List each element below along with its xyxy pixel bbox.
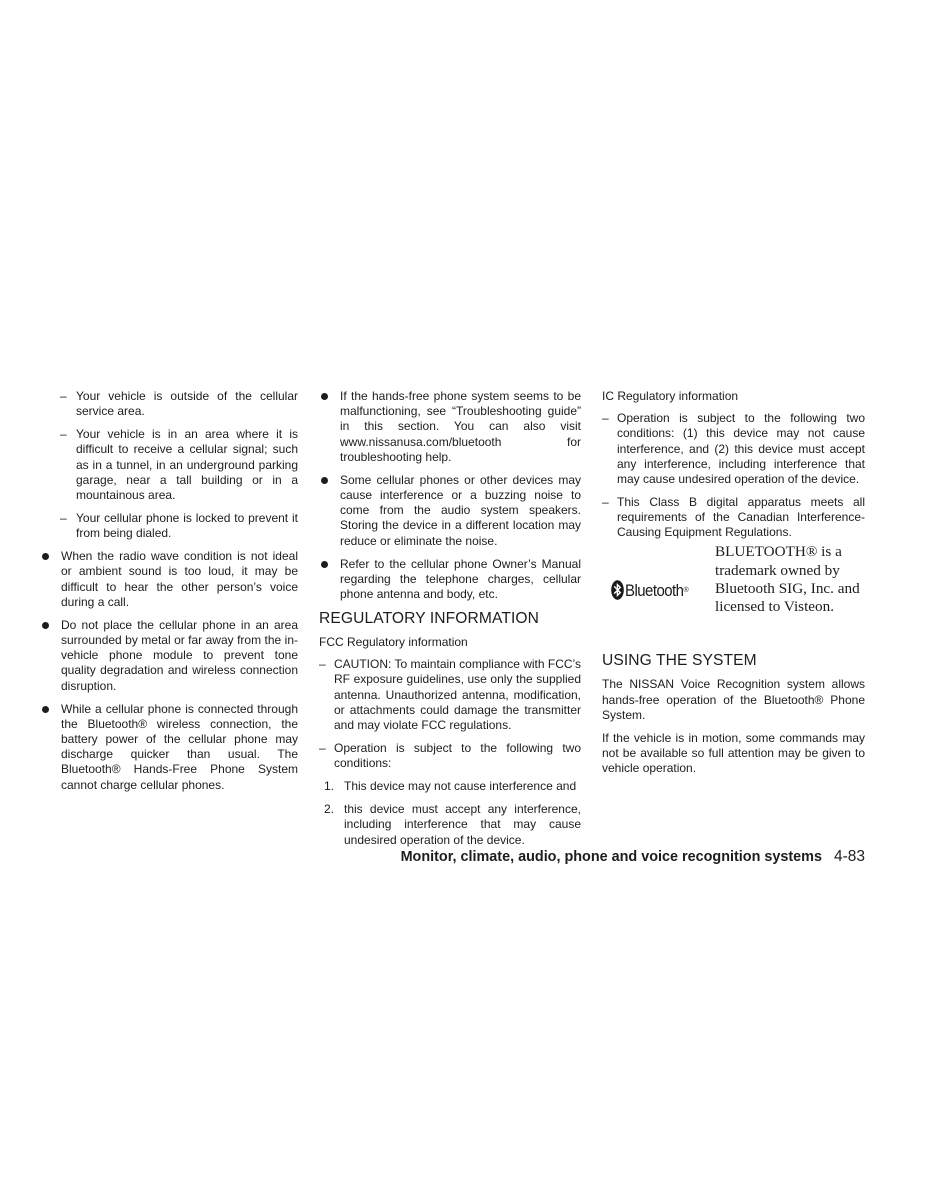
list-item bbox=[40, 618, 298, 694]
list-item bbox=[40, 549, 298, 610]
bullet-icon bbox=[42, 553, 49, 560]
list-item bbox=[319, 389, 581, 465]
item-text: Operation is subject to the following two conditions: (1) this device may not cause interference, and (2) this device must accept any interference, including interference that may cause undesired operation of the device. bbox=[617, 411, 865, 487]
item-text: Operation is subject to the following two conditions: bbox=[334, 741, 581, 771]
list-item bbox=[40, 427, 298, 503]
ic-label: IC Regulatory information bbox=[602, 389, 739, 403]
list-item bbox=[319, 557, 581, 603]
list-item bbox=[40, 511, 298, 541]
bluetooth-trademark-block bbox=[602, 543, 865, 644]
list-item bbox=[319, 473, 581, 549]
item-text: Do not place the cellular phone in an area surrounded by metal or far away from the in-vehicle phone module to prevent tone quality degradation and wireless connection disruption. bbox=[61, 617, 298, 693]
item-number: 1. bbox=[324, 779, 335, 794]
item-text: If the hands-free phone system seems to be malfunctioning, see “Troubleshooting guide” in this section. You can also visit www.nissanusa.com/bluetooth for troubleshooting help. bbox=[340, 389, 581, 464]
bullet-icon bbox=[321, 393, 328, 400]
bullet-icon bbox=[321, 477, 328, 484]
item-text: When the radio wave condition is not ideal or ambient sound is too loud, it may be difficult to hear the other person’s voice during a call. bbox=[61, 549, 298, 609]
dash-marker: – bbox=[319, 657, 326, 672]
item-text: CAUTION: To maintain compliance with FCC’s RF exposure guidelines, use only the supplied antenna. Unauthorized antenna, modification, or attachments could damage the transmitter and may violate FCC regulations. bbox=[334, 657, 581, 733]
item-text: This device may not cause interference and bbox=[344, 779, 577, 794]
column-1 bbox=[40, 389, 298, 801]
numbered-item bbox=[319, 779, 581, 794]
page-footer bbox=[300, 848, 865, 866]
fcc-label: FCC Regulatory information bbox=[319, 635, 468, 650]
item-text: While a cellular phone is connected through the Bluetooth® wireless connection, the battery power of the cellular phone may discharge quicker than usual. The Bluetooth® Hands-Free Phone System cannot charge cellular phones. bbox=[61, 701, 298, 792]
using-system-heading: USING THE SYSTEM bbox=[602, 652, 757, 670]
registered-mark: ® bbox=[683, 586, 689, 594]
page-number: 4-83 bbox=[833, 848, 865, 865]
bullet-icon bbox=[42, 706, 49, 713]
bullet-icon bbox=[42, 622, 49, 629]
item-text: Refer to the cellular phone Owner’s Manual regarding the telephone charges, cellular phone antenna and body, etc. bbox=[340, 556, 581, 602]
dash-marker: – bbox=[602, 495, 609, 510]
item-text: Some cellular phones or other devices may cause interference or a buzzing noise to come from the audio system speakers. Storing the device in a different location may reduce or eliminate the noise. bbox=[340, 472, 581, 548]
dash-marker: – bbox=[60, 427, 67, 442]
list-item bbox=[602, 495, 865, 541]
item-text: Your cellular phone is locked to prevent it from being dialed. bbox=[76, 511, 298, 541]
column-2 bbox=[319, 389, 581, 856]
paragraph: If the vehicle is in motion, some commands may not be available so full attention may be given to vehicle operation. bbox=[602, 731, 865, 776]
list-item bbox=[319, 657, 581, 733]
bluetooth-logo bbox=[611, 580, 689, 600]
column-3 bbox=[602, 389, 865, 784]
list-item bbox=[40, 702, 298, 793]
list-item bbox=[40, 389, 298, 419]
bluetooth-wordmark: Bluetooth bbox=[625, 580, 684, 600]
list-item bbox=[319, 741, 581, 771]
dash-marker: – bbox=[60, 511, 67, 526]
list-item bbox=[602, 411, 865, 487]
dash-marker: – bbox=[319, 741, 326, 756]
dash-marker: – bbox=[60, 389, 67, 403]
bluetooth-icon bbox=[611, 580, 624, 600]
item-number: 2. bbox=[324, 802, 335, 817]
bullet-icon bbox=[321, 561, 328, 568]
item-text: this device must accept any interference, including interference that may cause undesired operation of the device. bbox=[344, 802, 581, 847]
item-text: This Class B digital apparatus meets all requirements of the Canadian Interference-Causing Equipment Regulations. bbox=[617, 495, 865, 540]
item-text: Your vehicle is outside of the cellular service area. bbox=[76, 389, 298, 419]
numbered-item bbox=[319, 802, 581, 848]
trademark-text: BLUETOOTH® is a trademark owned by Bluetooth SIG, Inc. and licensed to Visteon. bbox=[715, 543, 860, 616]
regulatory-heading: REGULATORY INFORMATION bbox=[319, 610, 539, 628]
item-text: Your vehicle is in an area where it is difficult to receive a cellular signal; such as in a tunnel, in an underground parking garage, near a tall building or in a mountainous area. bbox=[76, 427, 298, 503]
paragraph: The NISSAN Voice Recognition system allows hands-free operation of the Bluetooth® Phone System. bbox=[602, 677, 865, 722]
section-title: Monitor, climate, audio, phone and voice recognition systems bbox=[400, 849, 822, 865]
dash-marker: – bbox=[602, 411, 609, 426]
